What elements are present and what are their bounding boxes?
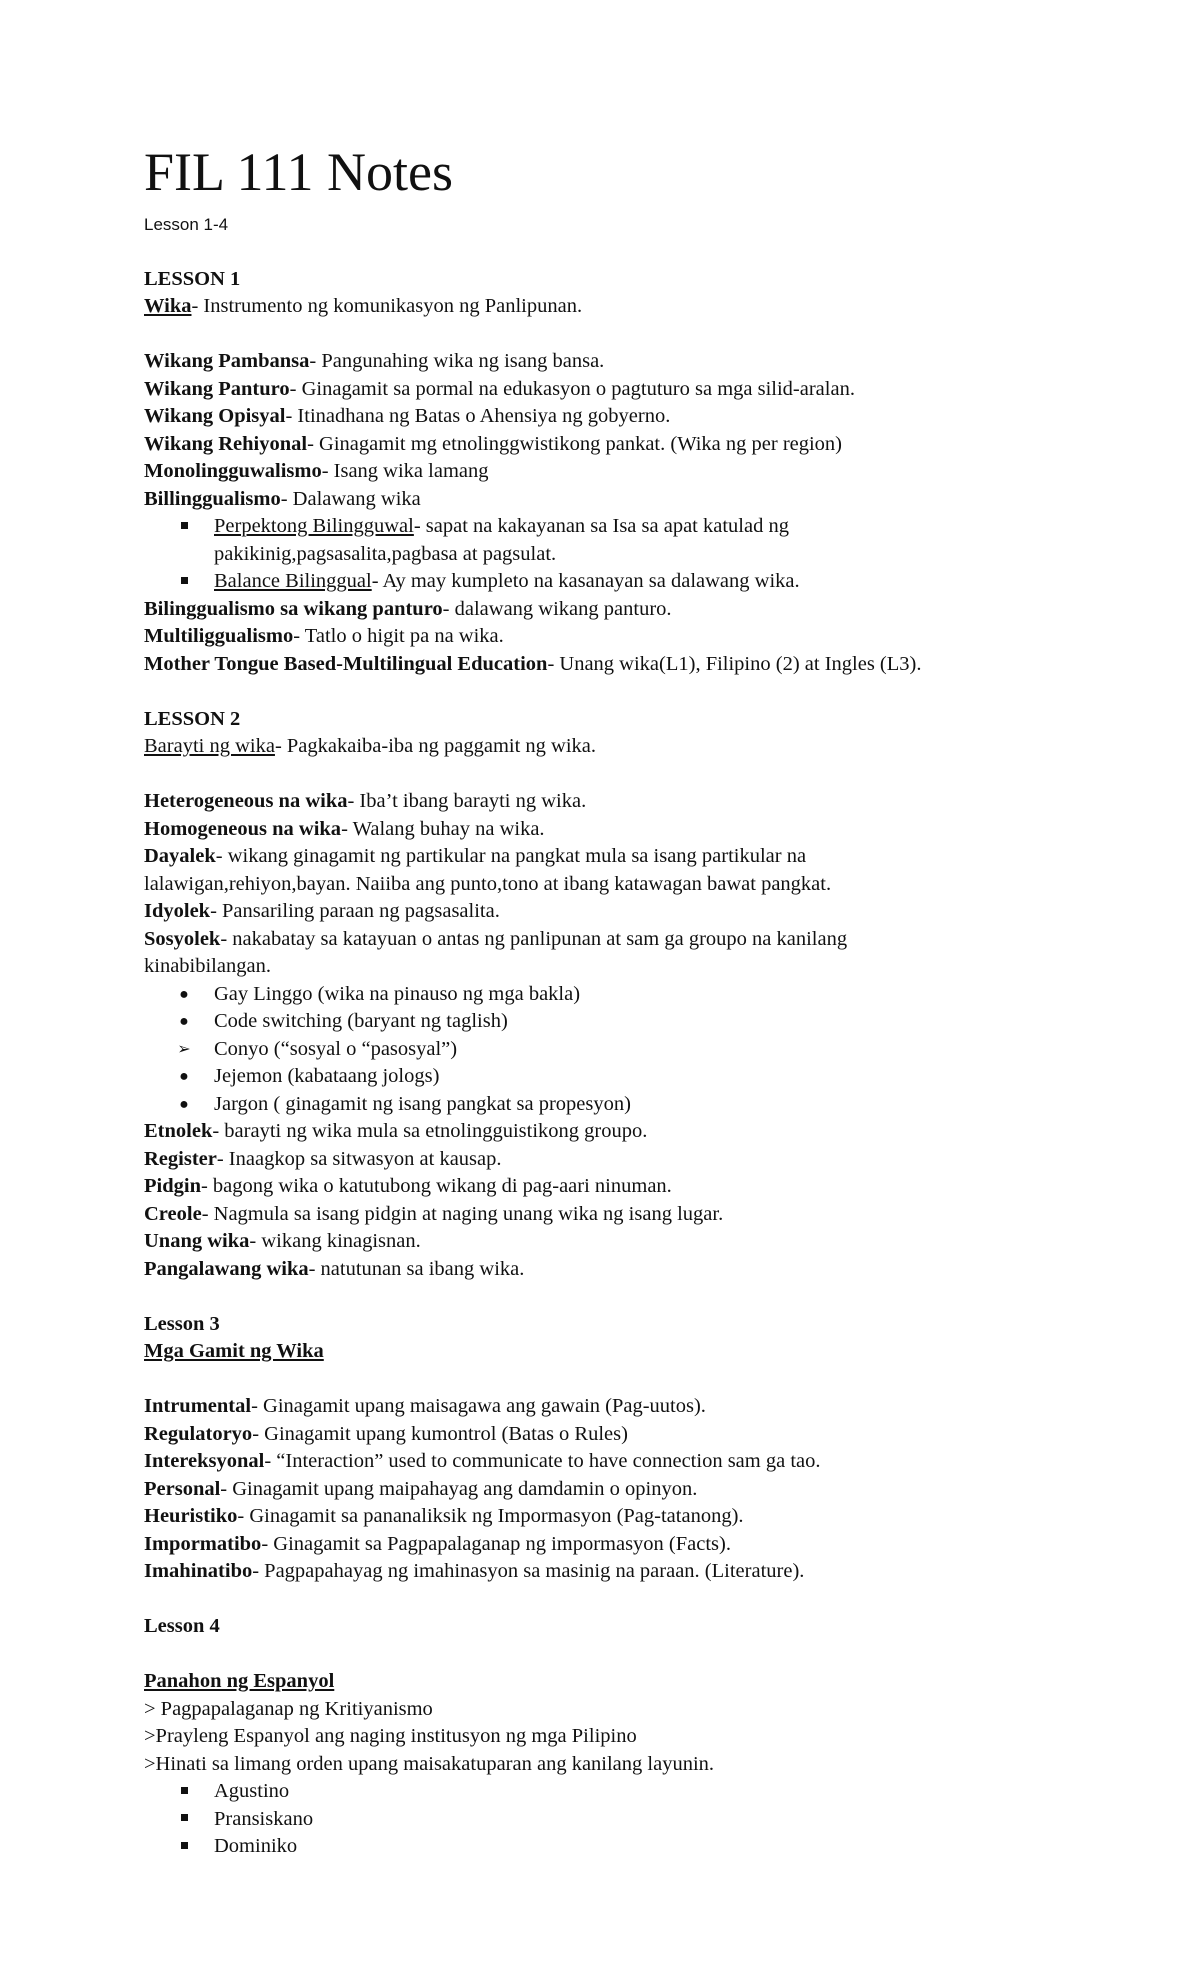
- definition: - Ginagamit sa Pagpapalaganap ng impormasyon (Facts).: [261, 1532, 731, 1555]
- idyolek-line: [144, 898, 1074, 926]
- dot-bullet-icon: ●: [179, 985, 189, 1003]
- definition: - sapat na kakayanan sa Isa sa apat katulad ng: [413, 515, 789, 537]
- page-subtitle: Lesson 1-4: [144, 215, 229, 234]
- definition: - Walang buhay na wika.: [341, 817, 545, 840]
- definition: - Pagkakaiba-iba ng paggamit ng wika.: [274, 735, 597, 757]
- definition: - Ginagamit sa pananaliksik ng Impormasyon (Pag-tatanong).: [237, 1505, 744, 1527]
- term-line: [144, 1503, 1074, 1531]
- square-bullet-icon: [174, 1833, 194, 1861]
- dayalek-line-cont: lalawigan,rehiyon,bayan. Naiiba ang punto,tono at ibang katawagan bawat pangkat.: [144, 872, 832, 895]
- list-item-text: Dominiko: [214, 1835, 298, 1857]
- page-title: FIL 111 Notes: [144, 142, 453, 202]
- list-item: [144, 513, 1074, 568]
- term-line: [144, 1476, 1074, 1504]
- term: Unang wika: [144, 1230, 250, 1252]
- term: Monolingguwalismo: [144, 460, 322, 482]
- text-line: >Prayleng Espanyol ang naging institusyon ng mga Pilipino: [144, 1725, 637, 1747]
- term: Homogeneous na wika: [144, 817, 342, 840]
- lesson4-heading: Lesson 4: [144, 1615, 220, 1637]
- term-line: [144, 623, 1074, 651]
- list-item-text: Gay Linggo (wika na pinauso ng mga bakla): [214, 982, 581, 1005]
- definition: - barayti ng wika mula sa etnolingguistikong groupo.: [212, 1120, 648, 1142]
- definition: - Nagmula sa isang pidgin at naging unang wika ng isang lugar.: [201, 1202, 724, 1225]
- term: Register: [144, 1147, 217, 1170]
- sosyolek-bullet-list: [144, 981, 1074, 1119]
- term: Pidgin: [144, 1175, 201, 1197]
- term: Bilinggualismo sa wikang panturo: [144, 597, 443, 620]
- term: Heterogeneous na wika: [144, 790, 348, 812]
- definition: - Itinadhana ng Batas o Ahensiya ng gobyerno.: [285, 405, 671, 427]
- list-item-text: Conyo (“sosyal o “pasosyal”): [214, 1037, 458, 1060]
- term-line: [144, 816, 1074, 844]
- term: Wikang Pambansa: [144, 350, 310, 372]
- term: Wika: [144, 295, 192, 317]
- term: Impormatibo: [144, 1532, 262, 1555]
- term-line: [144, 651, 1074, 679]
- lesson1-heading: LESSON 1: [144, 267, 241, 290]
- list-item: [144, 1833, 1074, 1861]
- lesson1-term-list-2: [144, 596, 1074, 679]
- document-body: [144, 140, 1074, 1861]
- definition: - Unang wika(L1), Filipino (2) at Ingles (L3).: [547, 652, 922, 675]
- lesson3-term-list: [144, 1393, 1074, 1586]
- definition: - Inaagkop sa sitwasyon at kausap.: [216, 1147, 502, 1170]
- definition: - bagong wika o katutubong wikang di pag-aari ninuman.: [200, 1175, 672, 1197]
- term-line: [144, 1531, 1074, 1559]
- term: Sosyolek: [144, 927, 221, 950]
- term-line: [144, 1448, 1074, 1476]
- dayalek-line: [144, 843, 1074, 871]
- text-line: >Hinati sa limang orden upang maisakatuparan ang kanilang layunin.: [144, 1752, 715, 1775]
- lesson1-wika-line: [144, 293, 1074, 321]
- definition: - Pangunahing wika ng isang bansa.: [309, 350, 605, 372]
- term: Perpektong Bilingguwal: [214, 515, 414, 537]
- list-item: [144, 981, 1074, 1009]
- term-line: [144, 458, 1074, 486]
- term-line: [144, 486, 1074, 514]
- term: Idyolek: [144, 900, 211, 922]
- term-line: [144, 1256, 1074, 1284]
- lesson2-heading: LESSON 2: [144, 707, 241, 730]
- lesson3-subheading: Mga Gamit ng Wika: [144, 1340, 324, 1362]
- term: Wikang Rehiyonal: [144, 432, 308, 455]
- term: Billinggualismo: [144, 487, 281, 510]
- definition: - Ginagamit upang kumontrol (Batas o Rules): [252, 1422, 628, 1445]
- sosyolek-line: [144, 926, 1074, 954]
- definition: - Ginagamit upang maipahayag ang damdamin o opinyon.: [220, 1477, 698, 1500]
- lesson2-barayti-line: [144, 733, 1074, 761]
- square-bullet-icon: [174, 1778, 194, 1806]
- term: Wikang Panturo: [144, 377, 290, 400]
- definition: - Pansariling paraan ng pagsasalita.: [210, 900, 500, 922]
- square-bullet-icon: [174, 513, 194, 541]
- term: Mother Tongue Based-Multilingual Education: [144, 652, 548, 675]
- term: Imahinatibo: [144, 1560, 253, 1582]
- term: Heuristiko: [144, 1505, 238, 1527]
- term-line: [144, 1118, 1074, 1146]
- term-line: [144, 596, 1074, 624]
- lesson4-subheading: Panahon ng Espanyol: [144, 1670, 335, 1692]
- list-item: [144, 1091, 1074, 1119]
- definition-cont: pakikinig,pagsasalita,pagbasa at pagsulat.: [214, 542, 557, 565]
- definition: - Isang wika lamang: [321, 460, 489, 482]
- definition: - Ay may kumpleto na kasanayan sa dalawang wika.: [371, 570, 800, 592]
- text-line: > Pagpapalaganap ng Kritiyanismo: [144, 1697, 433, 1720]
- lesson4-line-list: [144, 1696, 1074, 1779]
- list-item: [144, 1063, 1074, 1091]
- term: Intrumental: [144, 1395, 252, 1417]
- term: Pangalawang wika: [144, 1257, 309, 1280]
- term-line: [144, 1201, 1074, 1229]
- term-line: [144, 1393, 1074, 1421]
- term: Wikang Opisyal: [144, 405, 286, 427]
- definition: - wikang ginagamit ng partikular na pangkat mula sa isang partikular na: [215, 845, 807, 867]
- term-line: [144, 1558, 1074, 1586]
- term: Barayti ng wika: [144, 735, 275, 757]
- term: Balance Bilinggual: [214, 570, 372, 592]
- lesson2-term-list: [144, 788, 1074, 843]
- list-item: [144, 568, 1074, 596]
- term: Regulatoryo: [144, 1422, 253, 1445]
- dot-bullet-icon: ●: [179, 1068, 189, 1085]
- list-item: [144, 1036, 1074, 1064]
- term-line: [144, 376, 1074, 404]
- list-item-text: Jejemon (kabataang jologs): [214, 1065, 440, 1087]
- term-line: [144, 348, 1074, 376]
- list-item-text: Agustino: [214, 1780, 290, 1802]
- definition: - Iba’t ibang barayti ng wika.: [347, 790, 587, 812]
- dot-bullet-icon: ●: [179, 1013, 189, 1030]
- list-item: [144, 1778, 1074, 1806]
- definition: - Dalawang wika: [280, 487, 421, 510]
- square-bullet-icon: [174, 568, 194, 596]
- arrow-bullet-icon: ➢: [177, 1040, 191, 1058]
- definition: - Instrumento ng komunikasyon ng Panlipunan.: [191, 295, 583, 317]
- square-bullet-icon: [174, 1806, 194, 1834]
- lesson2-term-list-2: [144, 1118, 1074, 1283]
- list-item-text: Pransiskano: [214, 1807, 314, 1830]
- lesson3-heading: Lesson 3: [144, 1312, 220, 1335]
- definition: - natutunan sa ibang wika.: [308, 1257, 525, 1280]
- definition: - wikang kinagisnan.: [249, 1230, 421, 1252]
- sosyolek-line-cont: kinabibilangan.: [144, 955, 271, 977]
- definition: - Pagpapahayag ng imahinasyon sa masinig na paraan. (Literature).: [252, 1560, 805, 1582]
- term: Creole: [144, 1202, 202, 1225]
- list-item-text: Jargon ( ginagamit ng isang pangkat sa propesyon): [214, 1092, 631, 1115]
- definition: - Ginagamit sa pormal na edukasyon o pagtuturo sa mga silid-aralan.: [289, 377, 855, 400]
- definition: - Tatlo o higit pa na wika.: [293, 625, 504, 647]
- dot-bullet-icon: ●: [179, 1095, 189, 1113]
- term: Personal: [144, 1477, 221, 1500]
- list-item-text: Code switching (baryant ng taglish): [214, 1010, 508, 1032]
- term-line: [144, 431, 1074, 459]
- term: Intereksyonal: [144, 1450, 265, 1472]
- term-line: [144, 403, 1074, 431]
- lesson1-term-list: [144, 348, 1074, 513]
- list-item: [144, 1806, 1074, 1834]
- term: Dayalek: [144, 845, 216, 867]
- definition: - nakabatay sa katayuan o antas ng panlipunan at sam ga groupo na kanilang: [220, 927, 848, 950]
- term-line: [144, 788, 1074, 816]
- term-line: [144, 1146, 1074, 1174]
- definition: - dalawang wikang panturo.: [442, 597, 672, 620]
- definition: - Ginagamit upang maisagawa ang gawain (Pag-uutos).: [251, 1395, 706, 1417]
- definition: - “Interaction” used to communicate to have connection sam ga tao.: [264, 1450, 821, 1472]
- term-line: [144, 1421, 1074, 1449]
- list-item: [144, 1008, 1074, 1036]
- lesson4-bullet-list: [144, 1778, 1074, 1861]
- term: Etnolek: [144, 1120, 213, 1142]
- term: Multiliggualismo: [144, 625, 294, 647]
- term-line: [144, 1228, 1074, 1256]
- definition: - Ginagamit mg etnolinggwistikong pankat. (Wika ng per region): [307, 432, 843, 455]
- term-line: [144, 1173, 1074, 1201]
- lesson1-bullet-list: [144, 513, 1074, 596]
